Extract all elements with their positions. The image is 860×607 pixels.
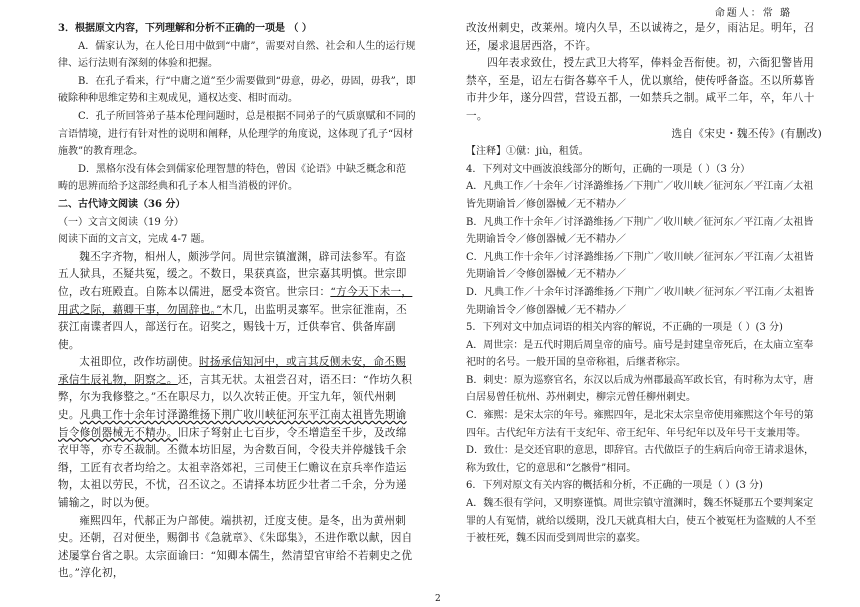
left-column: [58, 20, 416, 583]
passage-note: 【注释】①僦：jiù，租赁。: [466, 146, 589, 158]
section-2-title: 二、古代诗文阅读（36 分）: [58, 198, 186, 210]
passage-p2-wavy-underlined: 凡典工作十余年讨泽潞维扬下荆广收川峡征河东平江南太祖皆先期谕旨令修创器械无不精办。: [58, 409, 407, 439]
option-4c: C．凡典工作十余年／讨泽潞维扬／下荆广／收川峡／征河东／平江南／太祖皆先期谕旨／令修创器械／无不精办／: [466, 251, 814, 281]
option-3a: A．儒家认为，在人伦日用中做到“中庸”，需要对自然、社会和人生的运行规律、运行法则有深刻的体验和把握。: [58, 40, 416, 70]
option-5c: C．雍熙：是宋太宗的年号。雍熙四年，是北宋太宗皇帝使用雍熙这个年号的第四年。古代纪年方法有干支纪年、帝王纪年、年号纪年以及年号干支兼用等。: [466, 410, 814, 439]
passage-p1-text-b: 木几，出监明灵寨军。世宗征淮南，丕获江南谍者四人，部送行在。诏奖之，赐钱十万，迁供奉官、供备库副使。: [58, 303, 408, 351]
subsection-1-title: （一）文言文阅读（19 分）: [58, 216, 184, 228]
exam-author-header: 命题人：常 璐: [714, 8, 792, 19]
passage-source: 选自《宋史・魏丕传》(有删改): [671, 127, 822, 140]
option-6a: A．魏丕很有学问，又明察谨慎。周世宗镇守澶渊时，魏丕怀疑那五个要判案定罪的人有冤情，就给以缓期，没几天就真相大白，使五个被冤枉为盗贼的人不至于被枉死，魏丕因而受到周世宗的嘉奖。: [466, 498, 816, 545]
option-5b: B．刺史：原为巡察官名，东汉以后成为州郡最高军政长官，有时称为太守，唐白居易曾任杭州、苏州刺史，柳宗元曾任柳州刺史。: [466, 374, 814, 404]
passage-paragraph-4: 四年表求致仕，授左武卫大将军，俸料金吾衔使。初，六衙犯警皆用禁卒，至是，诏左右街各募卒千人，优以禀给，使传呼备盗。丕以所募皆市井少年，遂分四营，营设五都，一如禁兵之制。咸平二年，卒，年八十一。: [466, 57, 815, 122]
passage-p1-underlined: “方今天下未一，用武之际，藉卿干事，勿固辞也。”: [58, 285, 413, 316]
passage-p1-text-a: 魏丕字齐物，相州人，颇涉学问。周世宗镇澶渊，辟司法参军。有盗五人狱具，丕疑共冤，缓之。不数日，果获真盗，世宗嘉其明慎。世宗即位，改右班殿直。自陈本以儒进，愿受本资官。世宗曰：: [58, 250, 407, 298]
passage-p2-text-a: 太祖即位，改作坊副使。: [79, 356, 200, 369]
answer-paren: （ ）: [288, 23, 312, 34]
passage-paragraph-2: [58, 354, 416, 512]
option-5d: D．致仕：是交还官职的意思，即辞官。古代做臣子的生病后向帝王请求退休，称为致仕，它的意思和“乞骸骨”相同。: [466, 445, 815, 474]
passage-p2-text-b: 还，言其无状。太祖尝召对，语丕曰：“作坊久积弊，尔为我修整之。”丕在职尽力，以久次转正使。开宝九年，领代州刺史。: [58, 373, 413, 422]
question-4-title: 4．下列对文中画波浪线部分的断句，正确的一项是（ ）（3 分）: [466, 163, 751, 175]
option-3c: C．孔子所回答弟子基本伦理问题时，总是根据不同弟子的气质禀赋和不同的言语情境，进行有针对性的说明和阐释，从伦理学的角度说，这体现了孔子“因材施教”的教育理念。: [58, 110, 416, 158]
option-4a: A．凡典工作／十余年／讨泽潞维扬／下荆广／收川峡／征河东／平江南／太祖皆先期谕旨／修创器械／无不精办／: [466, 181, 814, 210]
question-6-title: 6．下列对原文有关内容的概括和分析，不正确的一项是（ ）(3 分): [466, 480, 763, 492]
option-4b: B．凡典工作十余年／讨泽潞维扬／下荆广／收川峡／征河东／平江南／太祖皆先期谕旨令／修创器械／无不精办／: [466, 216, 814, 246]
option-5a: A．周世宗：是五代时期后周皇帝的庙号。庙号是封建皇帝死后，在太庙立室奉祀时的名号。一般开国的皇帝称祖，后继者称宗。: [466, 339, 814, 369]
question-5-title: 5．下列对文中加点词语的相关内容的解说，不正确的一项是（ ）(3 分): [466, 322, 783, 334]
option-4d: D．凡典工作／十余年讨泽潞维扬／下荆广／收川峡／征河东／平江南／太祖皆先期谕旨令／修创器械／无不精办／: [466, 286, 815, 316]
passage-paragraph-3: 雍熙四年，代郝正为户部使。端拱初，迁度支使。是冬，出为黄州刺史。还朝，召对便坐，赐御书《急就章》、《朱邸集》，丕进作歌以献，因自述屡掌台省之职。太宗面谕曰：“知卿本儒生，然清望官审给不若刺史之优也。”淳化初，: [58, 514, 413, 580]
question-3-title: [58, 20, 416, 38]
right-column: [466, 20, 822, 548]
passage-paragraph-1: [58, 249, 416, 355]
option-3b: B．在孔子看来，行“中庸之道”至少需要做到“毋意，毋必，毋固，毋我”，即破除种种思维定势和主观成见，通权达变、相时而动。: [58, 75, 416, 105]
passage-p2-underlined-1: 时扬承信知河中，或言其反侧未安，命丕赐承信生辰礼物，阴察之。: [58, 356, 407, 386]
passage-p2-text-c: 旧床子弩射止七百步，令丕增造至千步，及改绵衣甲等，亦专丕裁制。丕微本坊旧屋，为舍数百间，令役夫并停燧钱千余缗，工匠有衣者均给之。太祖幸洛郊祀，三司使王仁赡议在京兵率作造运物，太祖以劳民，不忧，召丕议之。丕请择本坊匠少壮者二千余，分为递铺输之，时以为便。: [58, 426, 407, 510]
option-3d: D．黑格尔没有体会到儒家伦理智慧的特色，曾因《论语》中缺乏概念和范畴的思辨而给予这部经典和孔子本人相当消极的评价。: [58, 163, 407, 193]
passage-continuation: 改汝州刺史，改莱州。境内久旱，丕以诚祷之，是夕，雨沾足。明年，召还，屡求退居西洛，不许。: [466, 22, 815, 52]
question-3-text: 3．根据原文内容，下列理解和分析不正确的一项是: [58, 23, 285, 34]
page-number: 2: [435, 594, 441, 604]
subsection-1-instructions: 阅读下面的文言文，完成 4-7 题。: [58, 234, 211, 246]
